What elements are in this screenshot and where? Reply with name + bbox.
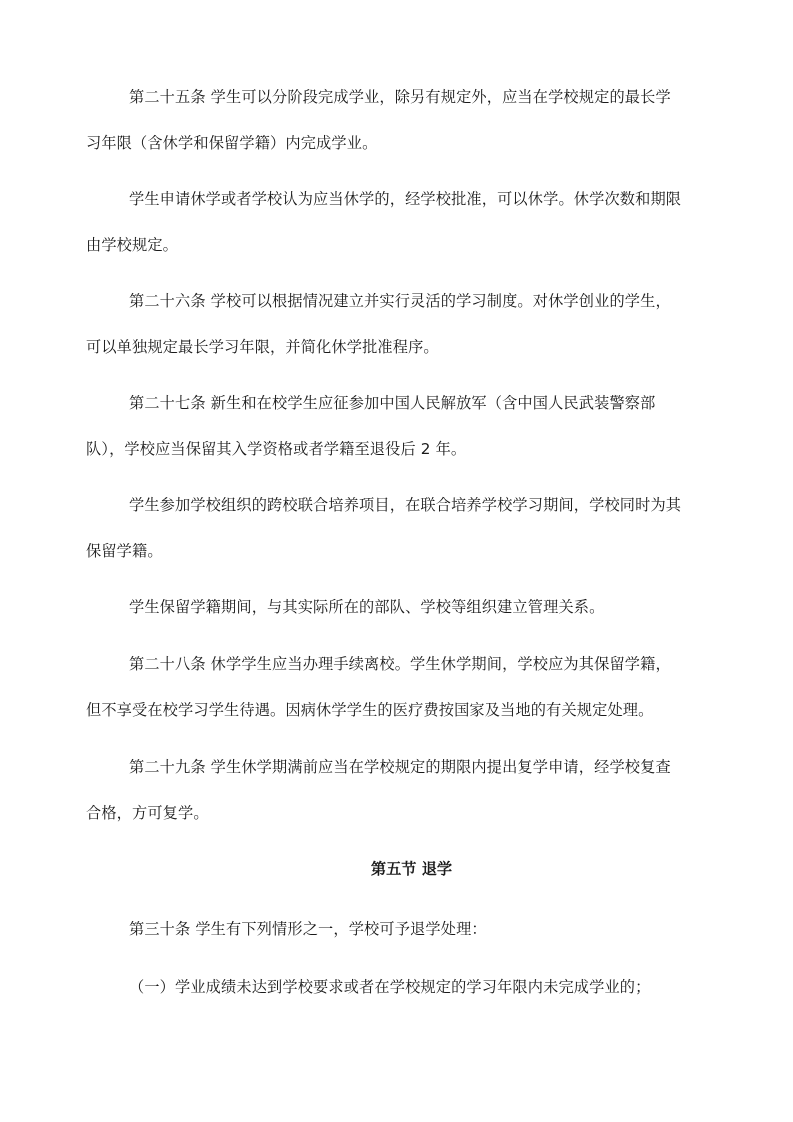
paragraph-line: 学生保留学籍期间，与其实际所在的部队、学校等组织建立管理关系。 [129,598,605,616]
section-heading: 第五节 退学 [370,860,453,878]
paragraph-line: 第二十七条 新生和在校学生应征参加中国人民解放军（含中国人民武装警察部 [129,394,656,412]
paragraph-line: 第二十五条 学生可以分阶段完成学业，除另有规定外，应当在学校规定的最长学 [129,88,671,106]
paragraph-article-28 [86,641,706,733]
paragraph-line: 第二十六条 学校可以根据情况建立并实行灵活的学习制度。对休学创业的学生， [129,292,671,310]
paragraph-line: 可以单独规定最长学习年限，并简化休学批准程序。 [86,338,439,356]
paragraph-line: 学生申请休学或者学校认为应当休学的，经学校批准，可以休学。休学次数和期限 [129,190,682,208]
paragraph-line: 队），学校应当保留其入学资格或者学籍至退役后 2 年。 [86,440,467,458]
paragraph-article-27 [86,380,706,472]
paragraph-article-30 [86,906,706,952]
paragraph-line: 第二十九条 学生休学期满前应当在学校规定的期限内提出复学申请，经学校复查 [129,758,671,776]
paragraph-line: 由学校规定。 [86,236,179,254]
paragraph-line: 保留学籍。 [86,542,163,560]
paragraph-article-26 [86,278,706,370]
paragraph-article-29 [86,744,706,836]
paragraph-item-1 [86,964,706,1010]
paragraph-line: 合格，方可复学。 [86,804,209,822]
paragraph-joint-training [86,482,706,574]
paragraph-line: 第二十八条 休学学生应当办理手续离校。学生休学期间，学校应为其保留学籍， [129,655,671,673]
paragraph-line: （一）学业成绩未达到学校要求或者在学校规定的学习年限内未完成学业的； [129,978,651,996]
paragraph-line: 习年限（含休学和保留学籍）内完成学业。 [86,134,378,152]
paragraph-line: 但不享受在校学习学生待遇。因病休学学生的医疗费按国家及当地的有关规定处理。 [86,701,654,719]
paragraph-line: 学生参加学校组织的跨校联合培养项目，在联合培养学校学习期间，学校同时为其 [129,496,682,514]
paragraph-article-25 [86,74,706,166]
paragraph-management-relation [86,584,706,630]
paragraph-line: 第三十条 学生有下列情形之一，学校可予退学处理： [129,920,487,938]
paragraph-suspension-application [86,176,706,268]
